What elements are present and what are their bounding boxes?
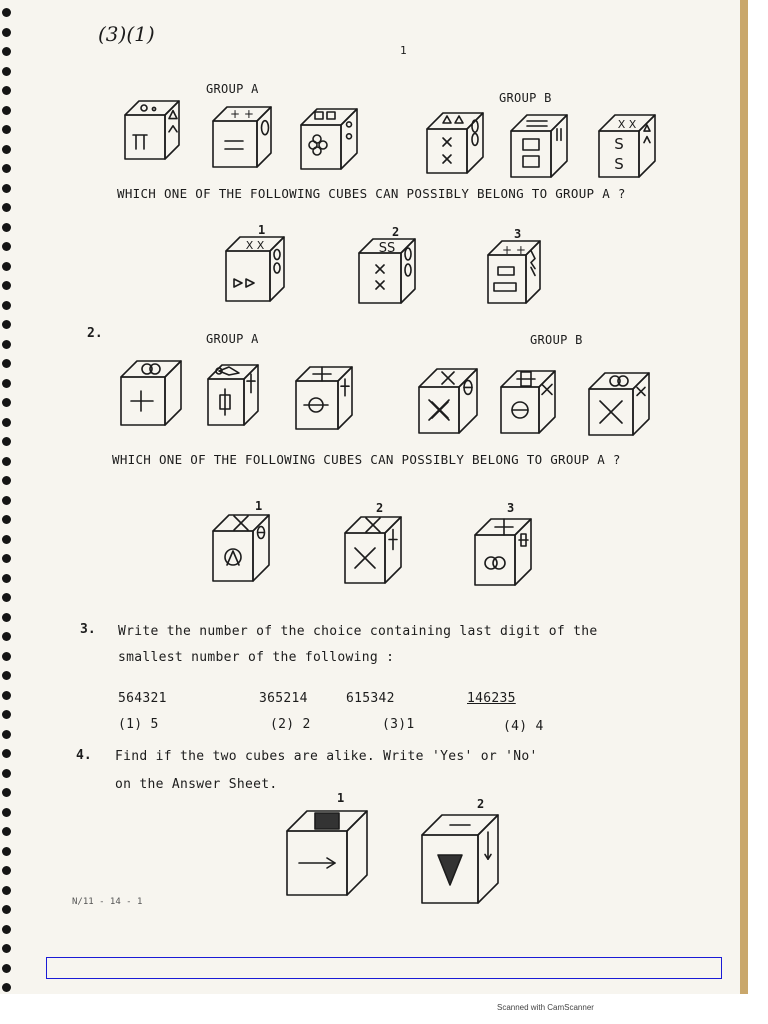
binding-hole bbox=[2, 340, 11, 349]
q3-number-item: 146235 bbox=[467, 691, 516, 706]
q1-group-b-label: GROUP B bbox=[499, 91, 552, 105]
binding-hole bbox=[2, 145, 11, 154]
svg-text:X X: X X bbox=[617, 118, 637, 131]
handwritten-mark: (3)(1) bbox=[98, 22, 155, 46]
page-number: 1 bbox=[400, 44, 407, 57]
binding-hole bbox=[2, 730, 11, 739]
binding-hole bbox=[2, 8, 11, 17]
binding-hole bbox=[2, 223, 11, 232]
svg-text:+ +: + + bbox=[502, 243, 526, 257]
binding-hole bbox=[2, 827, 11, 836]
binding-hole bbox=[2, 554, 11, 563]
q2-option-label: 3 bbox=[507, 501, 515, 515]
q3-number-item: 615342 bbox=[346, 691, 395, 706]
binding-hole bbox=[2, 457, 11, 466]
cube-option-2[interactable] bbox=[421, 814, 501, 910]
svg-text:+ +: + + bbox=[230, 107, 254, 121]
q1-option-label: 3 bbox=[514, 227, 522, 241]
binding-hole bbox=[2, 496, 11, 505]
cube-option-2[interactable] bbox=[344, 516, 404, 590]
binding-hole bbox=[2, 671, 11, 680]
page-stamp: N/11 - 14 - 1 bbox=[72, 897, 143, 907]
binding-hole bbox=[2, 262, 11, 271]
cube-option-1[interactable] bbox=[225, 236, 287, 308]
q2-option-label: 1 bbox=[255, 499, 263, 513]
binding-hole bbox=[2, 847, 11, 856]
binding-hole bbox=[2, 925, 11, 934]
binding-hole bbox=[2, 242, 11, 251]
binding-hole bbox=[2, 476, 11, 485]
binding-hole bbox=[2, 301, 11, 310]
binding-hole bbox=[2, 437, 11, 446]
scanner-watermark: Scanned with CamScanner bbox=[497, 1003, 594, 1012]
binding-hole bbox=[2, 106, 11, 115]
binding-hole bbox=[2, 86, 11, 95]
cube-icon bbox=[212, 106, 274, 174]
q2-group-a-label: GROUP A bbox=[206, 332, 259, 346]
q4-option-label: 1 bbox=[337, 791, 345, 805]
spiral-binding-holes bbox=[0, 0, 14, 994]
q3-choice[interactable]: (2) 2 bbox=[270, 717, 311, 732]
binding-hole bbox=[2, 788, 11, 797]
q1-option-label: 2 bbox=[392, 225, 400, 239]
svg-text:X X: X X bbox=[245, 239, 265, 252]
q3-choice[interactable]: (4) 4 bbox=[503, 719, 544, 734]
binding-hole bbox=[2, 808, 11, 817]
cube-icon bbox=[510, 114, 570, 184]
q1-group-a-label: GROUP A bbox=[206, 82, 259, 96]
q3-choice[interactable]: (1) 5 bbox=[118, 717, 159, 732]
cube-option-1[interactable] bbox=[212, 514, 272, 588]
cube-option-3[interactable] bbox=[474, 518, 534, 592]
binding-hole bbox=[2, 281, 11, 290]
binding-hole bbox=[2, 905, 11, 914]
page-edge bbox=[740, 0, 748, 994]
binding-hole bbox=[2, 866, 11, 875]
q3-number-item: 564321 bbox=[118, 691, 167, 706]
q1-option-label: 1 bbox=[258, 223, 266, 237]
binding-hole bbox=[2, 47, 11, 56]
binding-hole bbox=[2, 359, 11, 368]
cube-icon bbox=[120, 360, 184, 432]
cube-icon bbox=[426, 112, 486, 180]
cube-icon bbox=[418, 368, 480, 440]
q3-text-line-2: smallest number of the following : bbox=[118, 650, 395, 665]
binding-hole bbox=[2, 515, 11, 524]
binding-hole bbox=[2, 652, 11, 661]
q3-choice[interactable]: (3)1 bbox=[382, 717, 415, 732]
binding-hole bbox=[2, 164, 11, 173]
cube-icon bbox=[588, 372, 652, 442]
svg-text:S: S bbox=[614, 135, 624, 153]
binding-hole bbox=[2, 535, 11, 544]
cube-option-2[interactable] bbox=[358, 238, 418, 310]
binding-hole bbox=[2, 593, 11, 602]
svg-text:S: S bbox=[614, 155, 624, 173]
svg-text:SS: SS bbox=[378, 241, 396, 256]
binding-hole bbox=[2, 320, 11, 329]
binding-hole bbox=[2, 67, 11, 76]
cube-icon bbox=[598, 114, 658, 184]
q2-number: 2. bbox=[87, 326, 103, 341]
binding-hole bbox=[2, 964, 11, 973]
binding-hole bbox=[2, 691, 11, 700]
q4-text-line-2: on the Answer Sheet. bbox=[115, 777, 278, 792]
binding-hole bbox=[2, 749, 11, 758]
q4-number: 4. bbox=[76, 748, 92, 763]
cube-icon bbox=[124, 100, 182, 166]
binding-hole bbox=[2, 28, 11, 37]
binding-hole bbox=[2, 983, 11, 992]
binding-hole bbox=[2, 125, 11, 134]
binding-hole bbox=[2, 710, 11, 719]
cube-option-3[interactable] bbox=[487, 240, 543, 310]
q2-group-b-label: GROUP B bbox=[530, 333, 583, 347]
q3-text-line-1: Write the number of the choice containing last digit of the bbox=[118, 624, 598, 639]
binding-hole bbox=[2, 769, 11, 778]
cube-icon bbox=[500, 370, 558, 440]
q2-option-label: 2 bbox=[376, 501, 384, 515]
q1-question: WHICH ONE OF THE FOLLOWING CUBES CAN POSSIBLY BELONG TO GROUP A ? bbox=[117, 186, 626, 201]
binding-hole bbox=[2, 398, 11, 407]
binding-hole bbox=[2, 184, 11, 193]
cube-icon bbox=[207, 364, 261, 432]
binding-hole bbox=[2, 886, 11, 895]
binding-hole bbox=[2, 203, 11, 212]
q4-text-line-1: Find if the two cubes are alike. Write 'Yes' or 'No' bbox=[115, 749, 538, 764]
answer-bar bbox=[46, 957, 722, 979]
binding-hole bbox=[2, 632, 11, 641]
cube-option-1[interactable] bbox=[286, 810, 370, 902]
cube-icon bbox=[295, 366, 355, 436]
q2-question: WHICH ONE OF THE FOLLOWING CUBES CAN POSSIBLY BELONG TO GROUP A ? bbox=[112, 452, 621, 467]
q3-number: 3. bbox=[80, 622, 96, 637]
binding-hole bbox=[2, 944, 11, 953]
binding-hole bbox=[2, 379, 11, 388]
q4-option-label: 2 bbox=[477, 797, 485, 811]
cube-icon bbox=[300, 108, 360, 176]
binding-hole bbox=[2, 418, 11, 427]
binding-hole bbox=[2, 613, 11, 622]
q3-number-item: 365214 bbox=[259, 691, 308, 706]
binding-hole bbox=[2, 574, 11, 583]
